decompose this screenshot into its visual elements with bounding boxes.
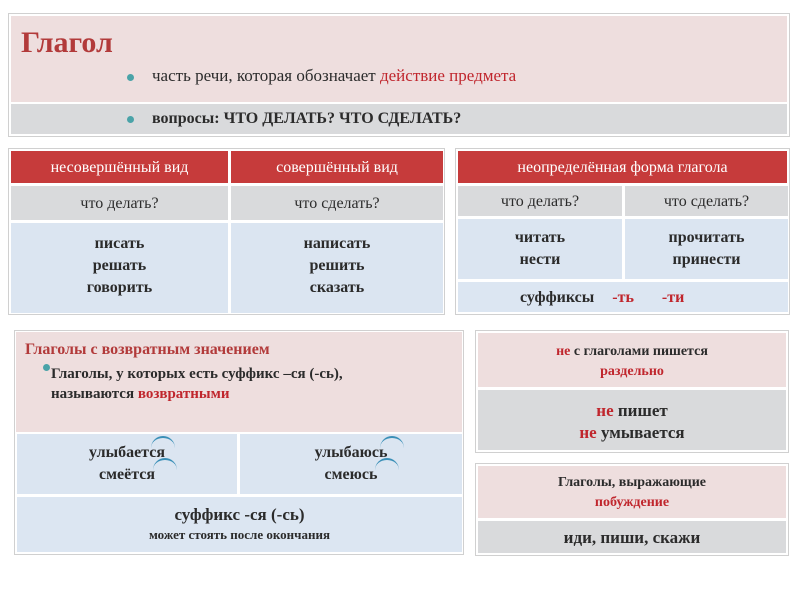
bullet-dot-icon (127, 74, 134, 81)
negation-separately: раздельно (600, 364, 664, 379)
word: говорить (86, 279, 153, 296)
negation-example-verb: умывается (596, 423, 685, 442)
aspect-table (8, 148, 445, 315)
questions-text: вопросы: ЧТО ДЕЛАТЬ? ЧТО СДЕЛАТЬ? (152, 110, 462, 127)
suffix-ti: -ти (661, 289, 685, 306)
negation-header-text: с глаголами пишется (570, 344, 708, 359)
negation-ne: не (556, 344, 571, 359)
negation-header-line1 (478, 342, 786, 362)
reflexive-line1: Глаголы, у которых есть суффикс –ся (-сь), (51, 366, 343, 382)
bullet-dot-icon (127, 116, 134, 123)
reflexive-block (14, 330, 464, 555)
word: смеётся (98, 466, 155, 483)
word: написать (303, 235, 371, 252)
imperative-header-line1: Глаголы, выражающие (557, 475, 707, 490)
imperative-header (477, 465, 787, 519)
aspect-col1-header: несовершённый вид (10, 150, 229, 184)
reflexive-title: Глаголы с возвратным значением (25, 341, 270, 358)
negation-examples (477, 389, 787, 451)
word: улыбается (89, 444, 165, 461)
word: улыбаюсь (314, 444, 388, 461)
negation-example-ne: не (596, 401, 614, 420)
infinitive-col2-question: что сделать? (624, 185, 789, 217)
bullet-questions (127, 110, 461, 128)
reflexive-right-words (239, 433, 463, 495)
word: нести (519, 251, 561, 268)
negation-header (477, 332, 787, 388)
reflexive-footer-note: может стоять после окончания (148, 527, 331, 542)
reflexive-definition (51, 364, 343, 404)
aspect-col1-words (10, 222, 229, 314)
bullet-dot-icon (43, 364, 50, 371)
infinitive-table (455, 148, 790, 315)
aspect-col2-question: что сделать? (230, 185, 444, 221)
negation-block (475, 330, 789, 453)
word: смеюсь (324, 466, 378, 483)
reflexive-footer (16, 496, 463, 553)
header-block (8, 13, 790, 137)
negation-example-ne: не (579, 423, 597, 442)
negation-example-1 (478, 400, 786, 422)
reflexive-line2 (51, 384, 343, 404)
definition-highlight: действие предмета (379, 66, 517, 85)
word: писать (94, 235, 145, 252)
word: решать (92, 257, 147, 274)
suffix-ty: -ть (612, 289, 634, 306)
infinitive-suffixes (457, 281, 789, 313)
header-top-band (11, 16, 787, 102)
reflexive-left-words (16, 433, 238, 495)
aspect-col2-words (230, 222, 444, 314)
infinitive-header: неопределённая форма глагола (457, 150, 788, 184)
infinitive-col2-words (624, 218, 789, 280)
aspect-col1-question: что делать? (10, 185, 229, 221)
aspect-col2-header: совершённый вид (230, 150, 444, 184)
reflexive-line2-text: называются (51, 386, 138, 402)
reflexive-footer-title: суффикс -ся (-сь) (174, 505, 305, 524)
definition-text: часть речи, которая обозначает (152, 66, 380, 85)
imperative-header-line2: побуждение (594, 495, 670, 510)
word: решить (309, 257, 365, 274)
infinitive-col1-words (457, 218, 623, 280)
negation-example-verb: пишет (613, 401, 668, 420)
word: прочитать (668, 229, 745, 246)
reflexive-line2-highlight: возвратными (137, 386, 230, 402)
suffix-label: суффиксы (520, 289, 595, 306)
word: сказать (309, 279, 365, 296)
word: принести (672, 251, 741, 268)
word: читать (514, 229, 566, 246)
page-title: Глагол (21, 26, 113, 59)
imperative-block (475, 463, 789, 556)
infinitive-col1-question: что делать? (457, 185, 623, 217)
bullet-definition (127, 66, 516, 86)
negation-example-2 (478, 422, 786, 444)
imperative-examples: иди, пиши, скажи (477, 520, 787, 554)
